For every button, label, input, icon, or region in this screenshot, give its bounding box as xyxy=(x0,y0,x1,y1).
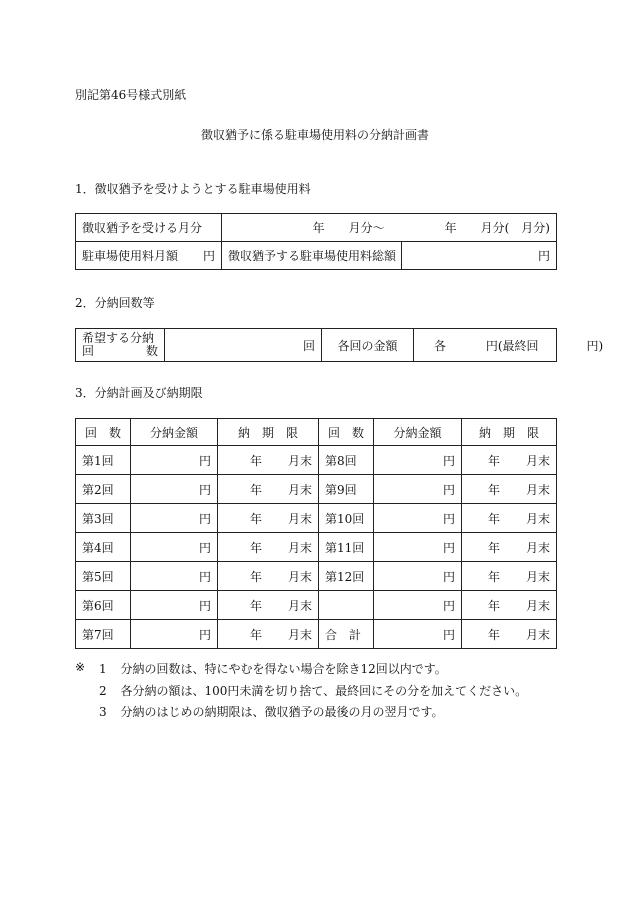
table-row xyxy=(76,591,557,620)
installment-amount-right[interactable]: 円 xyxy=(374,475,462,504)
installment-amount-right[interactable]: 円 xyxy=(374,446,462,475)
monthly-fee-unit: 円 xyxy=(202,249,215,263)
deadline-month-end: 月末 xyxy=(287,627,312,642)
deadline-cell-right[interactable] xyxy=(462,562,557,591)
deadline-year: 年 xyxy=(487,453,500,468)
note-2-number: 2 xyxy=(99,684,107,698)
deadline-cell-right[interactable] xyxy=(462,446,557,475)
installment-amount-right[interactable]: 円 xyxy=(374,562,462,591)
deadline-year: 年 xyxy=(249,511,262,526)
installment-amount-left[interactable]: 円 xyxy=(131,475,218,504)
note-1-number: 1 xyxy=(99,662,107,676)
deadline-year: 年 xyxy=(487,598,500,613)
deadline-cell-right[interactable] xyxy=(462,475,557,504)
deadline-year: 年 xyxy=(249,627,262,642)
count-label-line2-b: 数 xyxy=(145,344,158,358)
deadline-year: 年 xyxy=(249,453,262,468)
months-value[interactable]: 年 月分～ 年 月分( 月分) xyxy=(222,214,557,242)
deadline-cell-right[interactable] xyxy=(462,591,557,620)
schedule-table xyxy=(75,418,557,649)
monthly-fee-cell[interactable] xyxy=(76,242,222,270)
table-row xyxy=(76,475,557,504)
section1-heading: 1．徴収猶予を受けようとする駐車場使用料 xyxy=(75,182,311,196)
deadline-month-end: 月末 xyxy=(287,598,312,613)
header-amount-right: 分納金額 xyxy=(374,419,462,446)
deadline-cell-left[interactable] xyxy=(218,475,319,504)
deadline-cell-left[interactable] xyxy=(218,591,319,620)
deadline-cell-left[interactable] xyxy=(218,504,319,533)
note-2-text: 各分納の額は、100円未満を切り捨て、最終回にその分を加えてください。 xyxy=(120,684,528,698)
deadline-year: 年 xyxy=(487,482,500,497)
deadline-month-end: 月末 xyxy=(525,453,550,468)
installment-amount-left[interactable]: 円 xyxy=(131,533,218,562)
installment-amount-right[interactable]: 円 xyxy=(374,533,462,562)
installment-number-right: 第12回 xyxy=(319,562,374,591)
installment-amount-left[interactable]: 円 xyxy=(131,504,218,533)
deadline-cell-right[interactable] xyxy=(462,620,557,649)
installment-amount-left[interactable]: 円 xyxy=(131,446,218,475)
installment-amount-left[interactable]: 円 xyxy=(131,620,218,649)
installment-number-left: 第7回 xyxy=(76,620,131,649)
installment-amount-left[interactable]: 円 xyxy=(131,562,218,591)
deadline-month-end: 月末 xyxy=(287,453,312,468)
deadline-cell-left[interactable] xyxy=(218,446,319,475)
deadline-year: 年 xyxy=(487,540,500,555)
form-reference: 別記第46号様式別紙 xyxy=(75,88,187,102)
deadline-cell-right[interactable] xyxy=(462,504,557,533)
deadline-month-end: 月末 xyxy=(287,482,312,497)
deadline-month-end: 月末 xyxy=(287,540,312,555)
deadline-month-end: 月末 xyxy=(525,627,550,642)
installment-count-label xyxy=(76,329,165,362)
schedule-header-row xyxy=(76,419,557,446)
note-1-text: 分納の回数は、特にやむを得ない場合を除き12回以内です。 xyxy=(120,662,447,676)
total-fee-label: 徴収猶予する駐車場使用料総額 xyxy=(222,242,402,270)
table-row xyxy=(76,446,557,475)
installment-count-value[interactable]: 回 xyxy=(165,329,322,362)
deadline-year: 年 xyxy=(487,627,500,642)
deadline-month-end: 月末 xyxy=(525,540,550,555)
installment-amount-right[interactable]: 円 xyxy=(374,504,462,533)
note-3 xyxy=(99,703,444,720)
header-amount-left: 分納金額 xyxy=(131,419,218,446)
each-amount-value[interactable] xyxy=(414,329,604,362)
deadline-cell-left[interactable] xyxy=(218,562,319,591)
installment-number-right: 第9回 xyxy=(319,475,374,504)
installment-number-left: 第1回 xyxy=(76,446,131,475)
installment-number-right: 第11回 xyxy=(319,533,374,562)
installment-number-right: 第10回 xyxy=(319,504,374,533)
deadline-month-end: 月末 xyxy=(525,569,550,584)
deadline-year: 年 xyxy=(249,540,262,555)
deadline-year: 年 xyxy=(249,598,262,613)
monthly-fee-label: 駐車場使用料月額 xyxy=(82,249,179,263)
deadline-cell-left[interactable] xyxy=(218,620,319,649)
note-2 xyxy=(99,682,527,699)
section1-table xyxy=(75,213,557,270)
deadline-year: 年 xyxy=(487,511,500,526)
each-amount-label: 各回の金額 xyxy=(322,329,414,362)
count-label-line2-a: 回 xyxy=(82,344,95,358)
document-title: 徴収猶予に係る駐車場使用料の分納計画書 xyxy=(200,128,429,142)
header-count-right: 回 数 xyxy=(319,419,374,446)
deadline-year: 年 xyxy=(249,569,262,584)
section2-heading: 2．分納回数等 xyxy=(75,296,155,310)
note-3-text: 分納のはじめの納期限は、徴収猶予の最後の月の翌月です。 xyxy=(120,705,444,719)
deadline-month-end: 月末 xyxy=(287,511,312,526)
header-deadline-left: 納 期 限 xyxy=(218,419,319,446)
installment-number-left: 第6回 xyxy=(76,591,131,620)
deadline-month-end: 月末 xyxy=(287,569,312,584)
each-amount-prefix: 各 xyxy=(434,338,447,353)
note-1 xyxy=(99,660,447,677)
section2-table xyxy=(75,328,604,362)
deadline-month-end: 月末 xyxy=(525,598,550,613)
installment-number-left: 第4回 xyxy=(76,533,131,562)
header-count-left: 回 数 xyxy=(76,419,131,446)
table-row xyxy=(76,620,557,649)
installment-number-left: 第5回 xyxy=(76,562,131,591)
deadline-cell-left[interactable] xyxy=(218,533,319,562)
deadline-cell-right[interactable] xyxy=(462,533,557,562)
months-label: 徴収猶予を受ける月分 xyxy=(76,214,222,242)
installment-number-right xyxy=(319,591,374,620)
total-fee-value[interactable]: 円 xyxy=(402,242,557,270)
note-mark: ※ xyxy=(75,660,86,674)
installment-amount-right[interactable]: 円 xyxy=(374,591,462,620)
deadline-month-end: 月末 xyxy=(525,482,550,497)
deadline-year: 年 xyxy=(249,482,262,497)
header-deadline-right: 納 期 限 xyxy=(462,419,557,446)
count-label-line1: 希望する分納 xyxy=(82,331,155,345)
installment-number-left: 第3回 xyxy=(76,504,131,533)
table-row xyxy=(76,533,557,562)
installment-amount-right[interactable]: 円 xyxy=(374,620,462,649)
installment-number-right: 第8回 xyxy=(319,446,374,475)
each-amount-suffix: 円(最終回 円) xyxy=(485,338,604,353)
installment-number-right: 合 計 xyxy=(319,620,374,649)
table-row xyxy=(76,562,557,591)
table-row xyxy=(76,504,557,533)
deadline-month-end: 月末 xyxy=(525,511,550,526)
section3-heading: 3．分納計画及び納期限 xyxy=(75,386,203,400)
deadline-year: 年 xyxy=(487,569,500,584)
installment-amount-left[interactable]: 円 xyxy=(131,591,218,620)
installment-number-left: 第2回 xyxy=(76,475,131,504)
note-3-number: 3 xyxy=(99,705,107,719)
